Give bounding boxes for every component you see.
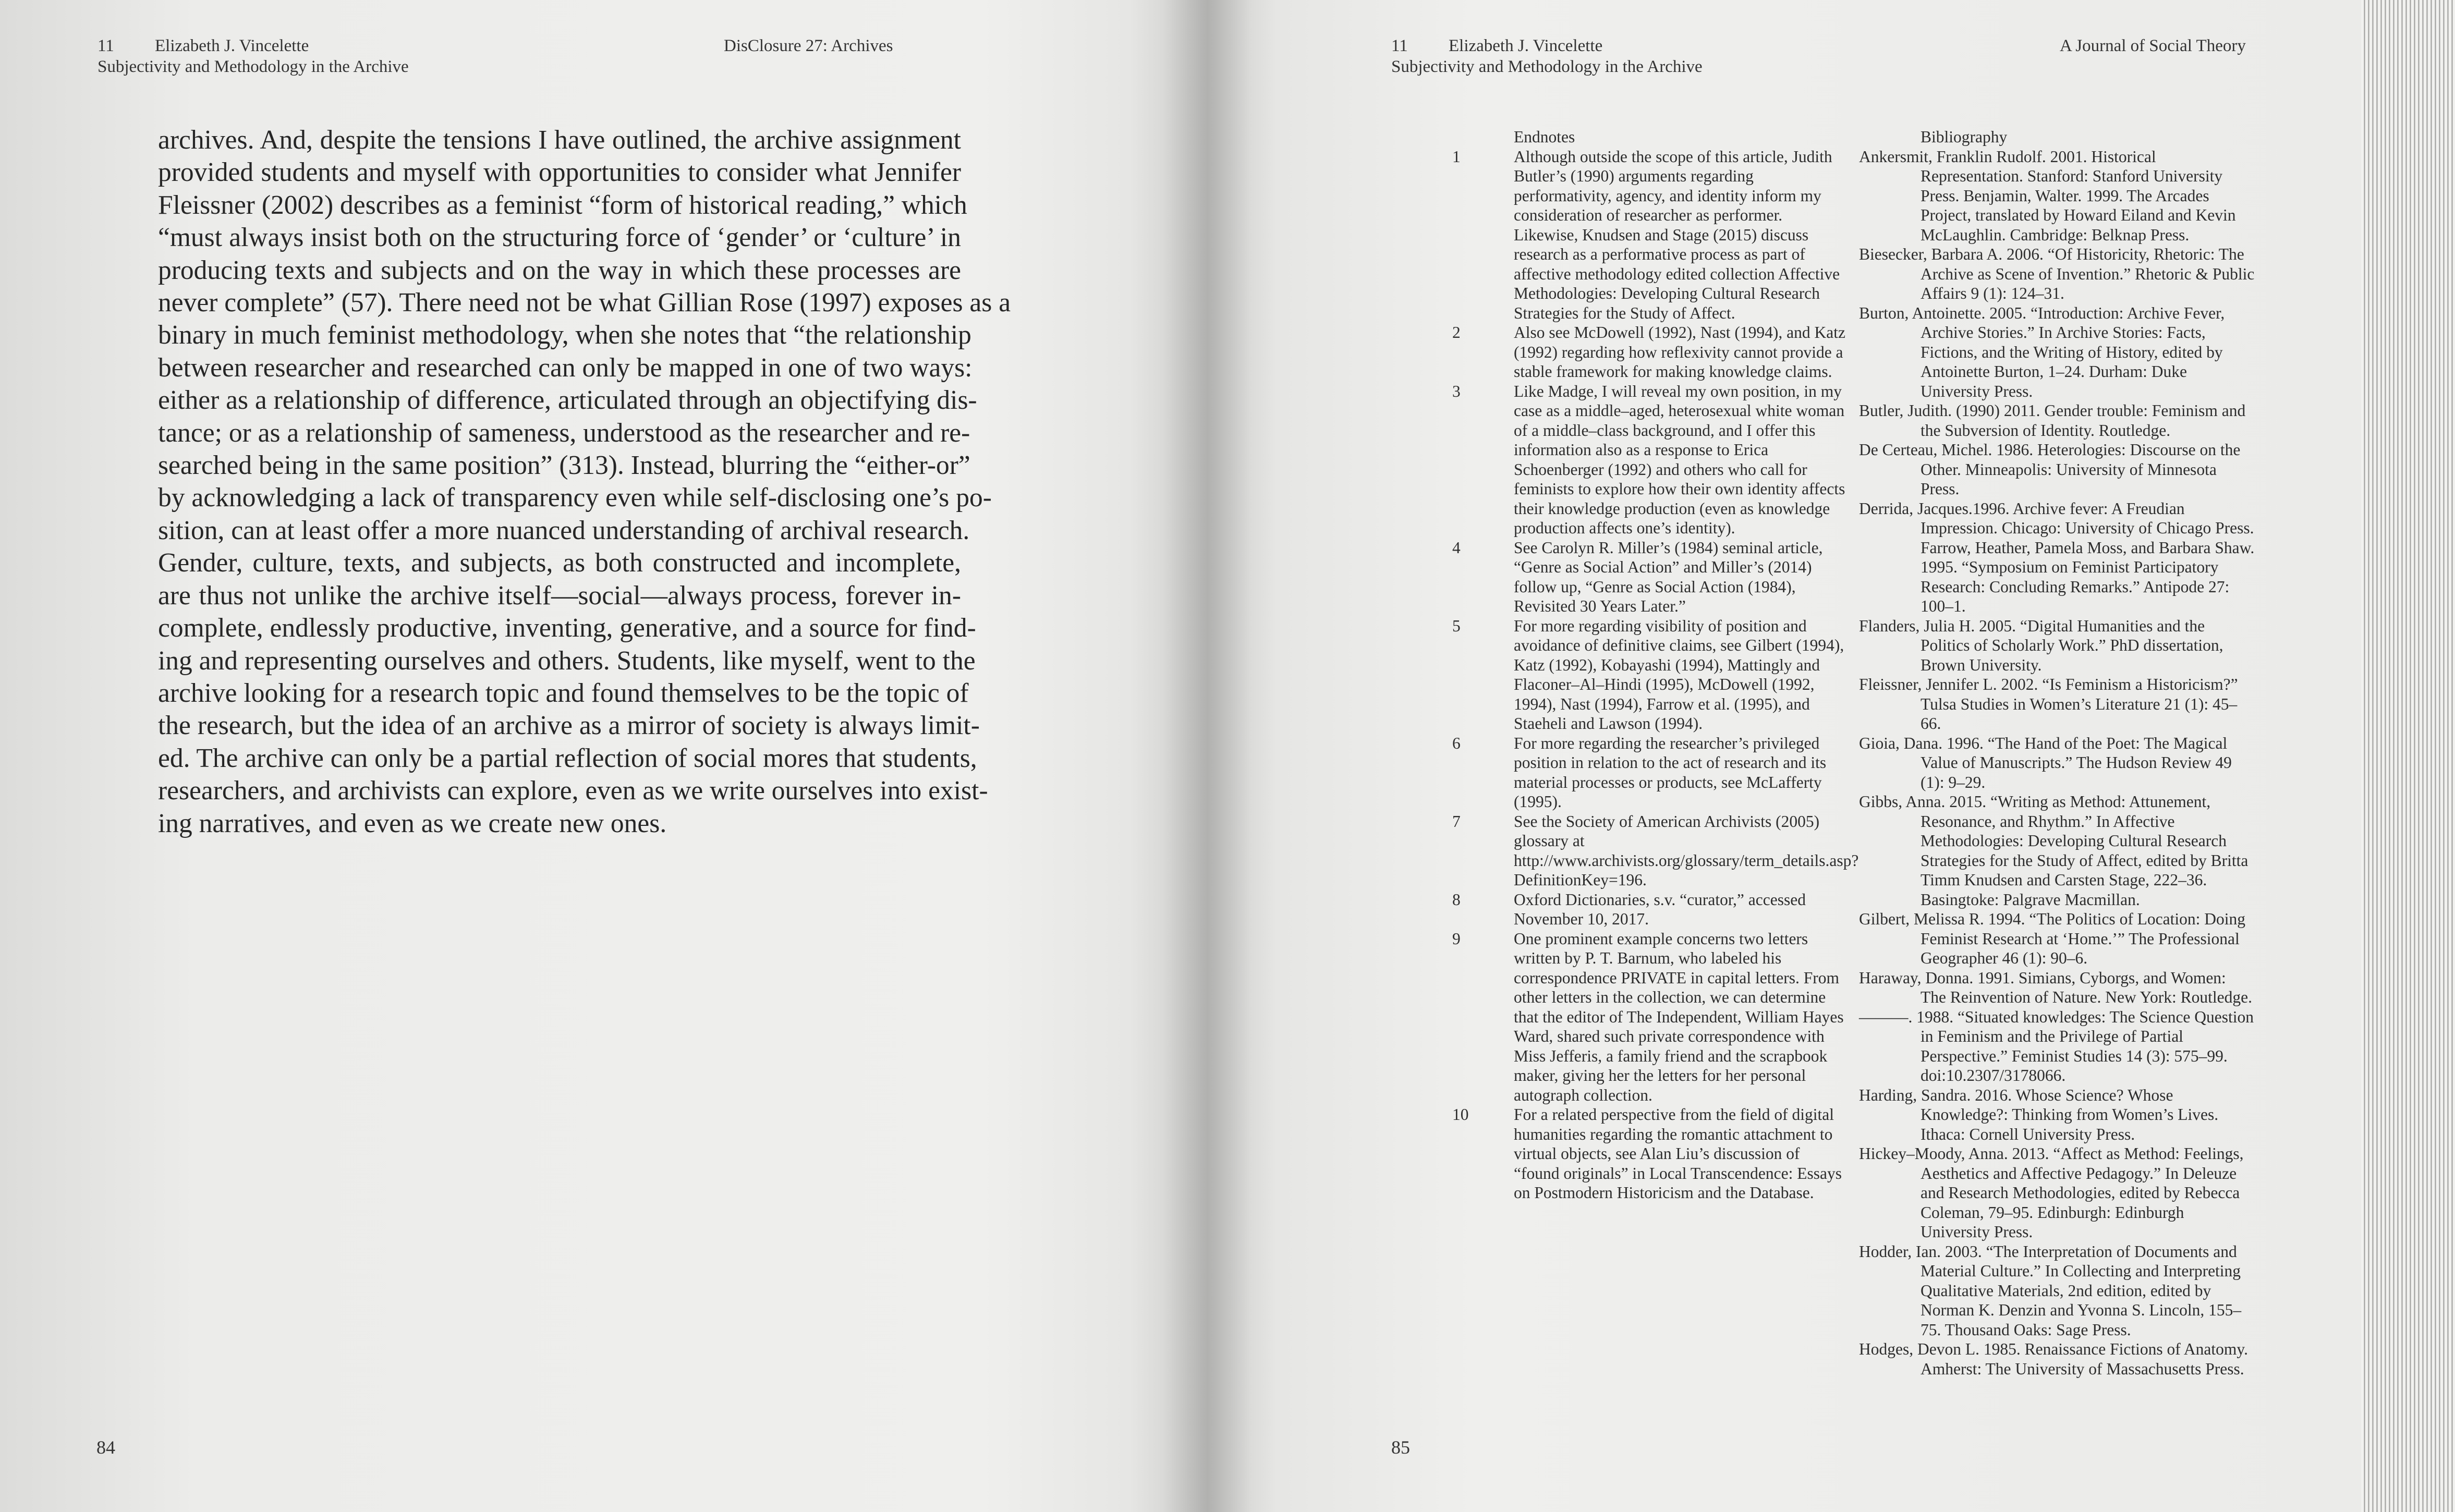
body-line: ed. The archive can only be a partial reflection of social mores that students, [158, 743, 977, 773]
bibliography-entry: Butler, Judith. (1990) 2011. Gender trouble: Feminism and the Subversion of Identity. Routledge. [1859, 401, 2246, 440]
endnote [1452, 812, 1859, 890]
body-line: archives. And, despite the tensions I have outlined, the archive assignment [158, 125, 961, 155]
page-number: 85 [1391, 1437, 1410, 1458]
endnote-number: 1 [1452, 147, 1461, 166]
body-line: either as a relationship of difference, articulated through an objectifying dis- [158, 385, 977, 416]
bibliography-entry: De Certeau, Michel. 1986. Heterologies: Discourse on the Other. Minneapolis: University of Minnesota Press. [1859, 441, 2241, 498]
endnote-number: 8 [1452, 890, 1461, 909]
running-header-right [1391, 35, 1602, 56]
page-number: 84 [96, 1437, 115, 1458]
endnote-text: See the Society of American Archivists (2005) glossary at http://www.archivists.org/glossary/term_details.asp?DefinitionKey=196. [1514, 812, 1859, 889]
bibliography-entry: Hickey–Moody, Anna. 2013. “Affect as Method: Feelings, Aesthetics and Affective Pedagogy.” In Deleuze and Research Methodologies, edited by Rebecca Coleman, 79–95. Edinburgh: Edinburgh University Press. [1859, 1144, 2244, 1241]
bibliography-entry: Gibbs, Anna. 2015. “Writing as Method: Attunement, Resonance, and Rhythm.” In Affective Methodologies: Developing Cultural Research Strategies for the Study of Affect, edited by Britta Timm Knudsen and Carsten Stage, 222–36. Basingtoke: Palgrave Macmillan. [1859, 792, 2249, 909]
bibliography-entry: Fleissner, Jennifer L. 2002. “Is Feminism a Historicism?” Tulsa Studies in Women’s Literature 21 (1): 45–66. [1859, 675, 2238, 733]
endnote-text: Oxford Dictionaries, s.v. “curator,” accessed November 10, 2017. [1514, 890, 1806, 928]
header-author: Elizabeth J. Vincelette [155, 36, 309, 55]
body-line: the research, but the idea of an archive as a mirror of society is always limit- [158, 711, 980, 741]
bibliography-entry: Biesecker, Barbara A. 2006. “Of Historicity, Rhetoric: The Archive as Scene of Invention.” Rhetoric & Public Affairs 9 (1): 124–31. [1859, 245, 2255, 302]
bibliography-entry: Gioia, Dana. 1996. “The Hand of the Poet: The Magical Value of Manuscripts.” The Hudson Review 49 (1): 9–29. [1859, 734, 2232, 791]
endnote-number: 10 [1452, 1105, 1469, 1124]
body-line: Fleissner (2002) describes as a feminist “form of historical reading,” which [158, 190, 967, 220]
body-line: ing and representing ourselves and others. Students, like myself, went to the [158, 645, 976, 676]
endnotes-list [1452, 147, 1859, 1203]
bibliography-entry: Harding, Sandra. 2016. Whose Science? Whose Knowledge?: Thinking from Women’s Lives. Ithaca: Cornell University Press. [1859, 1086, 2219, 1143]
endnote-number: 7 [1452, 812, 1461, 831]
bibliography-entry: Haraway, Donna. 1991. Simians, Cyborgs, and Women: The Reinvention of Nature. New York: Routledge. [1859, 968, 2253, 1006]
endnote-text: Also see McDowell (1992), Nast (1994), and Katz (1992) regarding how reflexivity cannot provide a stable framework for making knowledge claims. [1514, 323, 1845, 381]
endnote-number: 2 [1452, 323, 1461, 342]
endnote [1452, 147, 1849, 323]
body-line: complete, endlessly productive, inventing, generative, and a source for find- [158, 613, 976, 643]
body-line: binary in much feminist methodology, when she notes that “the relationship [158, 320, 971, 350]
header-subtitle: Subjectivity and Methodology in the Archive [98, 57, 409, 76]
header-journal: A Journal of Social Theory [2060, 36, 2246, 55]
endnote-text: For more regarding visibility of position and avoidance of definitive claims, see Gilbert (1994), Katz (1992), Kobayashi (1994), Mattingly and Flaconer–Al–Hindi (1995), McDowell (1992, 1994), Nast (1994), Farrow et al. (1995), and Staeheli and Lawson (1994). [1514, 616, 1844, 733]
body-line: by acknowledging a lack of transparency even while self-disclosing one’s po- [158, 483, 992, 513]
bibliography-title: Bibliography [1921, 128, 2008, 146]
bibliography-entry: Hodges, Devon L. 1985. Renaissance Fictions of Anatomy. Amherst: The University of Massachusetts Press. [1859, 1340, 2248, 1378]
bibliography-entry: ———. 1988. “Situated knowledges: The Science Question in Feminism and the Privilege of Partial Perspective.” Feminist Studies 14 (3): 575–99. doi:10.2307/3178066. [1859, 1007, 2254, 1084]
bibliography-section [1859, 127, 2255, 1379]
bibliography-entry: Burton, Antoinette. 2005. “Introduction: Archive Fever, Archive Stories.” In Archive Stories: Facts, Fictions, and the Writing of History, edited by Antoinette Burton, 1–24. Durham: Duke University Press. [1859, 303, 2225, 400]
body-line: tance; or as a relationship of sameness, understood as the researcher and re- [158, 418, 970, 448]
endnote-text: One prominent example concerns two letters written by P. T. Barnum, who labeled his correspondence PRIVATE in capital letters. From other letters in the collection, we can determine that the editor of The Independent, William Hayes Ward, shared such private correspondence with Miss Jefferis, a family friend and the scrapbook maker, giving her the letters for her personal autograph collection. [1514, 929, 1844, 1104]
bibliography-entry: Hodder, Ian. 2003. “The Interpretation of Documents and Material Culture.” In Collecting and Interpreting Qualitative Materials, 2nd edition, edited by Norman K. Denzin and Yvonna S. Lincoln, 155–75. Thousand Oaks: Sage Press. [1859, 1242, 2242, 1339]
header-subtitle: Subjectivity and Methodology in the Archive [1391, 57, 1703, 76]
bibliography-list [1859, 147, 2255, 1379]
endnote-text: Although outside the scope of this article, Judith Butler’s (1990) arguments regarding performativity, agency, and identity inform my consideration of researcher as performer. Likewise, Knudsen and Stage (2015) discuss research as a performative process as part of affective methodology edited collection Affective Methodologies: Developing Cultural Research Strategies for the Study of Affect. [1514, 147, 1840, 322]
bibliography-entry: Ankersmit, Franklin Rudolf. 2001. Historical Representation. Stanford: Stanford University Press. Benjamin, Walter. 1999. The Arcades Project, translated by Howard Eiland and Kevin McLaughlin. Cambridge: Belknap Press. [1859, 147, 2236, 244]
endnote [1452, 382, 1849, 538]
endnote [1452, 890, 1849, 929]
header-chapter-number: 11 [98, 36, 114, 55]
body-line: searched being in the same position” (313). Instead, blurring the “either-or” [158, 450, 970, 481]
endnote-number: 9 [1452, 929, 1461, 948]
body-line: never complete” (57). There need not be what Gillian Rose (1997) exposes as a [158, 288, 1011, 318]
endnote-number: 3 [1452, 382, 1461, 400]
body-line: sition, can at least offer a more nuanced understanding of archival research. [158, 515, 970, 545]
endnote-text: For more regarding the researcher’s privileged position in relation to the act of research and its material processes or products, see McLafferty (1995). [1514, 734, 1827, 811]
header-author: Elizabeth J. Vincelette [1449, 36, 1603, 55]
bibliography-entry: Flanders, Julia H. 2005. “Digital Humanities and the Politics of Scholarly Work.” PhD dissertation, Brown University. [1859, 616, 2223, 674]
body-paragraph [158, 124, 1011, 840]
left-page [0, 0, 1199, 1512]
header-journal: DisClosure 27: Archives [724, 36, 893, 55]
endnote-number: 5 [1452, 616, 1461, 635]
body-line: “must always insist both on the structuring force of ‘gender’ or ‘culture’ in [158, 223, 961, 253]
body-line: ing narratives, and even as we create new ones. [158, 808, 667, 838]
body-line: are thus not unlike the archive itself—social—always process, forever in- [158, 580, 961, 611]
bibliography-entry: Gilbert, Melissa R. 1994. “The Politics of Location: Doing Feminist Research at ‘Home.’” The Professional Geographer 46 (1): 90–6. [1859, 910, 2246, 967]
endnote [1452, 538, 1849, 616]
endnote-number: 4 [1452, 538, 1461, 557]
endnote-text: Like Madge, I will reveal my own position, in my case as a middle–aged, heterosexual white woman of a middle–class background, and I offer this information also as a response to Erica Schoenberger (1992) and others who call for feminists to explore how their own identity affects their knowledge production (even as knowledge production affects one’s identity). [1514, 382, 1845, 537]
endnotes-title: Endnotes [1514, 128, 1575, 146]
endnote-text: See Carolyn R. Miller’s (1984) seminal article, “Genre as Social Action” and Miller’s (2014) follow up, “Genre as Social Action (1984), Revisited 30 Years Later.” [1514, 538, 1823, 615]
endnote [1452, 929, 1849, 1105]
endnote [1452, 616, 1849, 734]
body-line: between researcher and researched can only be mapped in one of two ways: [158, 352, 973, 383]
body-line: Gender, culture, texts, and subjects, as both constructed and incomplete, [158, 548, 961, 578]
body-line: researchers, and archivists can explore, even as we write ourselves into exist- [158, 776, 988, 806]
body-line: producing texts and subjects and on the way in which these processes are [158, 255, 961, 285]
header-chapter-number: 11 [1391, 36, 1408, 55]
body-line: archive looking for a research topic and found themselves to be the topic of [158, 678, 969, 708]
endnote-text: For a related perspective from the field of digital humanities regarding the romantic attachment to virtual objects, see Alan Liu’s discussion of “found originals” in Local Transcendence: Essays on Postmodern Historicism and the Database. [1514, 1105, 1842, 1202]
bibliography-entry: Derrida, Jacques.1996. Archive fever: A Freudian Impression. Chicago: University of Chicago Press. Farrow, Heather, Pamela Moss, and Barbara Shaw. 1995. “Symposium on Feminist Participatory Research: Concluding Remarks.” Antipode 27: 100–1. [1859, 499, 2255, 615]
running-header-left [98, 35, 309, 56]
endnote-number: 6 [1452, 734, 1461, 752]
endnote [1452, 734, 1849, 812]
endnote [1452, 323, 1849, 382]
endnote [1452, 1105, 1849, 1203]
page-edges [2361, 0, 2455, 1512]
body-line: provided students and myself with opportunities to consider what Jennifer [158, 157, 961, 188]
endnotes-section [1452, 127, 1859, 1203]
